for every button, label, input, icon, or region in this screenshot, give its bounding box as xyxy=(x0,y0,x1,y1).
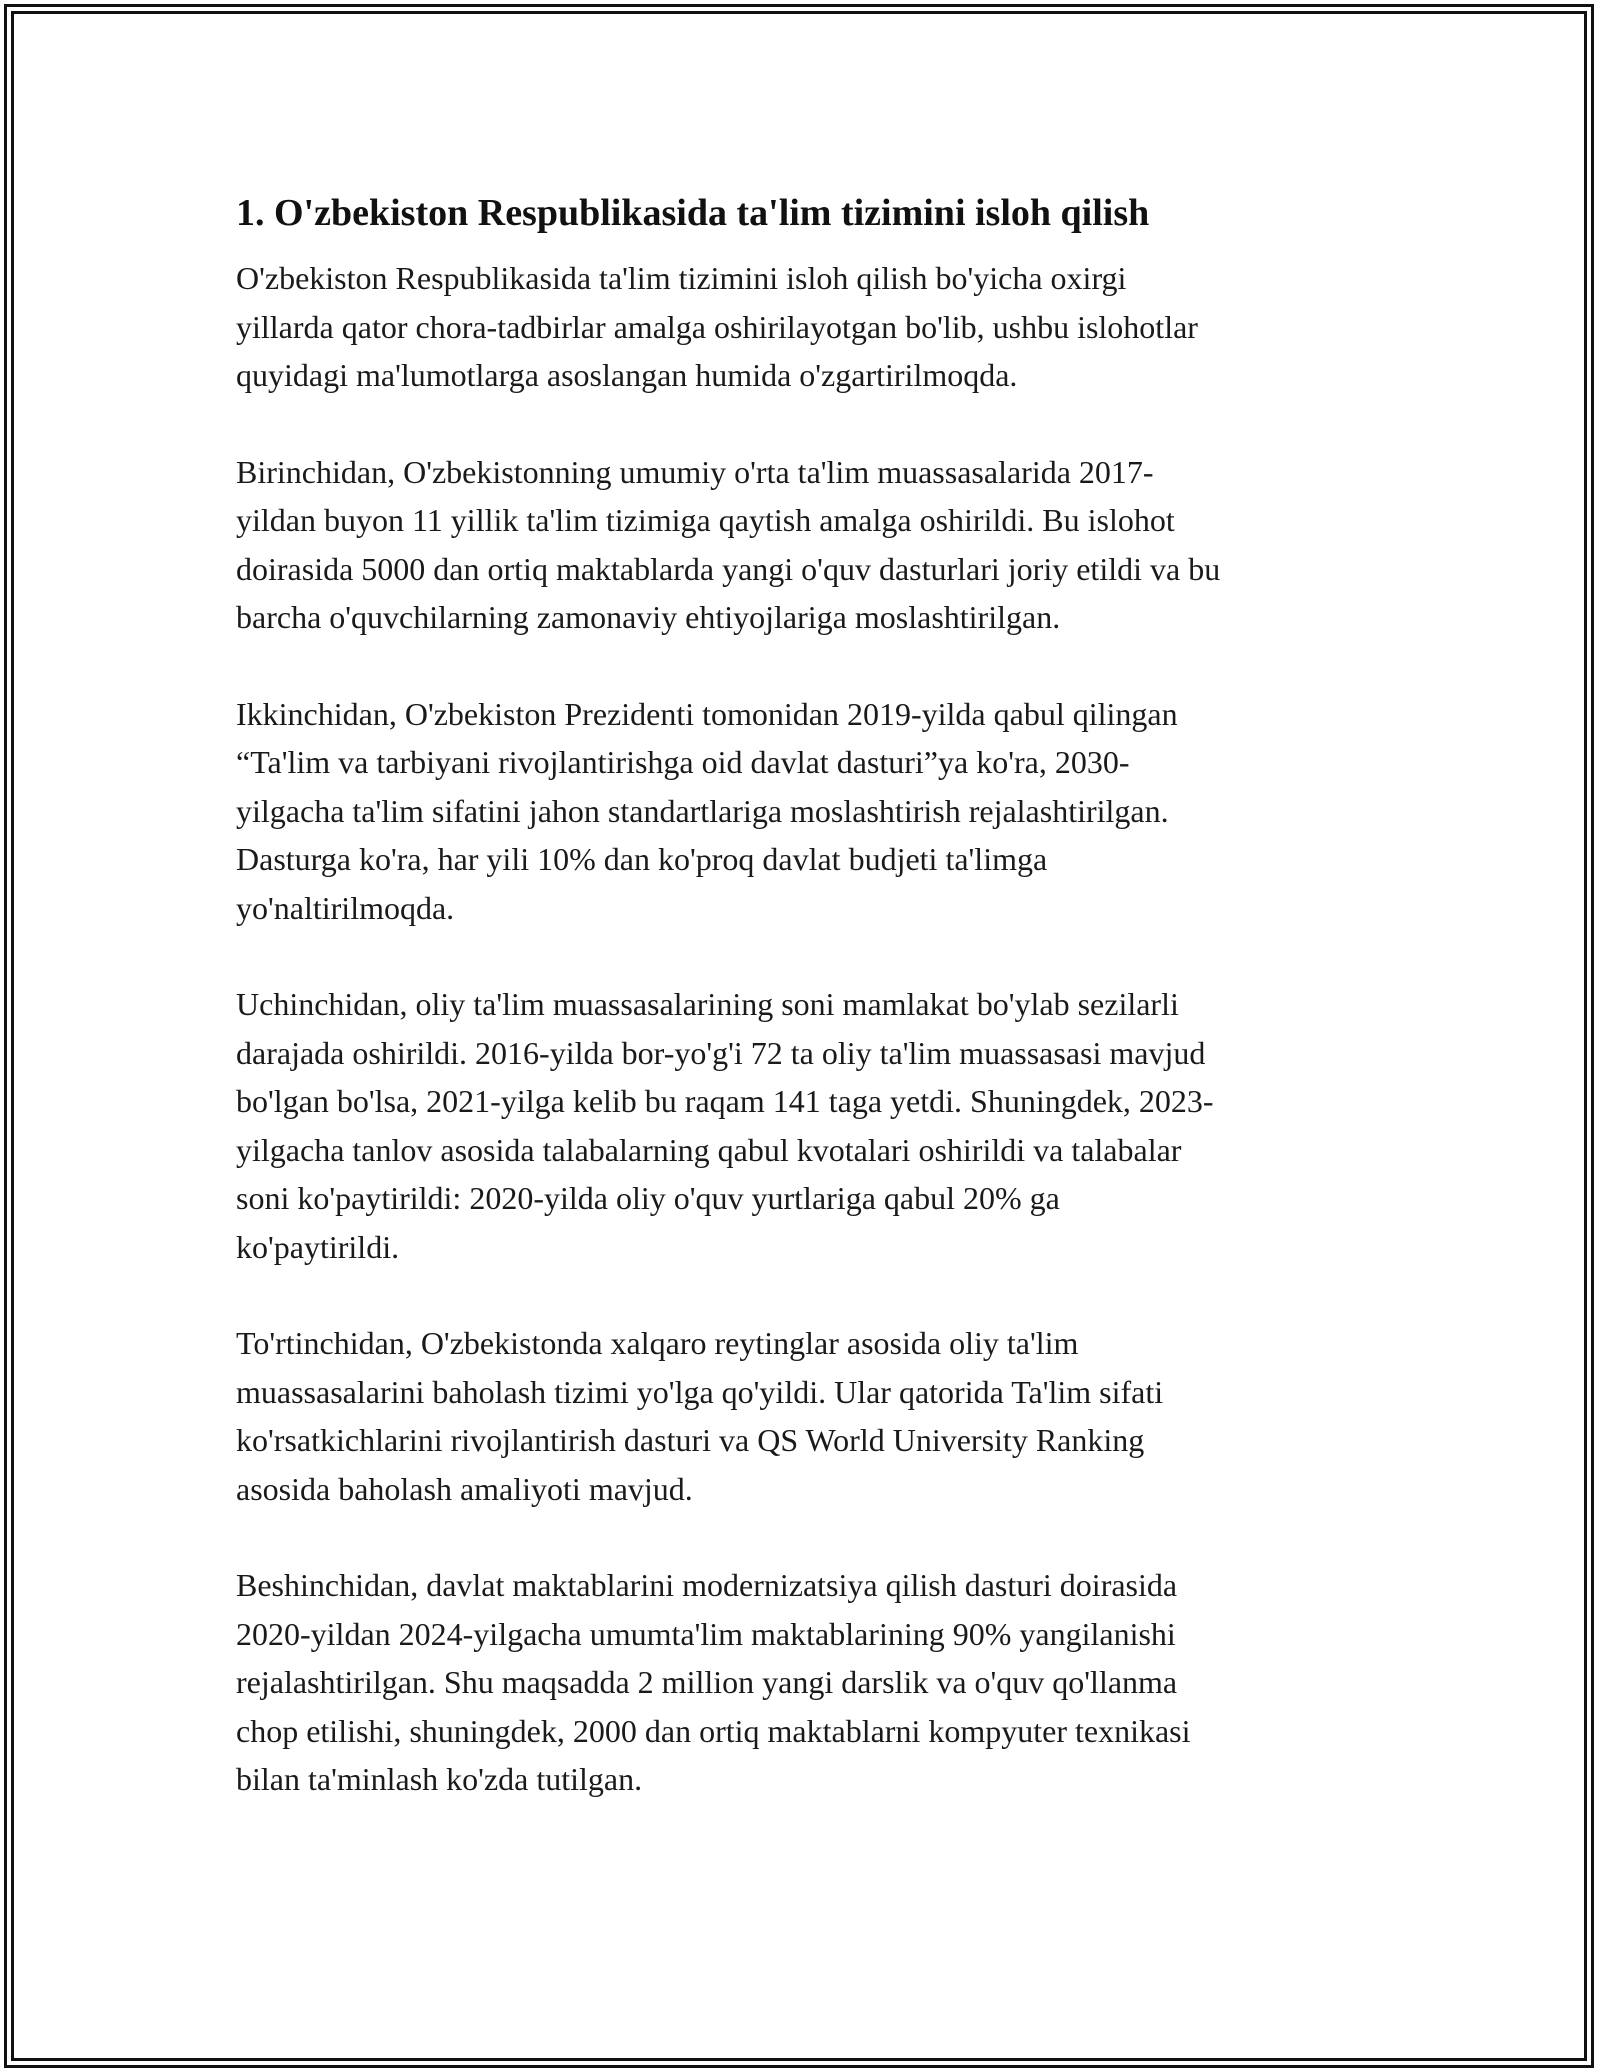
paragraph-intro xyxy=(236,254,1376,400)
text-line: bo'lgan bo'lsa, 2021-yilga kelib bu raqam 141 taga yetdi. Shuningdek, 2023- xyxy=(236,1083,1214,1119)
text-line: Ikkinchidan, O'zbekiston Prezidenti tomonidan 2019-yilda qabul qilingan xyxy=(236,695,1178,732)
text-line: O'zbekiston Respublikasida ta'lim tizimini isloh qilish bo'yicha oxirgi xyxy=(236,260,1127,296)
paragraph-fourth xyxy=(236,1319,1376,1513)
text-line: doirasida 5000 dan ortiq maktablarda yangi o'quv dasturlari joriy etildi va bu xyxy=(236,550,1221,587)
text-line: Uchinchidan, oliy ta'lim muassasalarining soni mamlakat bo'ylab sezilarli xyxy=(236,986,1179,1022)
text-line: yo'naltirilmoqda. xyxy=(236,889,455,926)
paragraph-third xyxy=(236,980,1376,1271)
text-line: ko'rsatkichlarini rivojlantirish dasturi va QS World University Ranking xyxy=(236,1422,1145,1458)
text-line: Dasturga ko'ra, har yili 10% dan ko'proq davlat budjeti ta'limga xyxy=(236,841,1048,877)
text-line: yildan buyon 11 yillik ta'lim tizimiga qaytish amalga oshirildi. Bu islohot xyxy=(236,502,1175,538)
text-line: yilgacha tanlov asosida talabalarning qabul kvotalari oshirildi va talabalar xyxy=(236,1131,1182,1168)
paragraph-fifth xyxy=(236,1561,1376,1804)
text-line: ko'paytirildi. xyxy=(236,1228,400,1265)
text-line: yillarda qator chora-tadbirlar amalga oshirilayotgan bo'lib, ushbu islohotlar xyxy=(236,308,1198,345)
paragraph-second xyxy=(236,690,1376,933)
text-line: darajada oshirildi. 2016-yilda bor-yo'g'i 72 ta oliy ta'lim muassasasi mavjud xyxy=(236,1034,1206,1071)
text-line: Birinchidan, O'zbekistonning umumiy o'rta ta'lim muassasalarida 2017- xyxy=(236,453,1154,490)
text-line: yilgacha ta'lim sifatini jahon standartlariga moslashtirish rejalashtirilgan. xyxy=(236,792,1169,829)
text-line: barcha o'quvchilarning zamonaviy ehtiyojlariga moslashtirilgan. xyxy=(236,599,1061,635)
text-line: muassasalarini baholash tizimi yo'lga qo'yildi. Ular qatorida Ta'lim sifati xyxy=(236,1373,1164,1410)
text-line: rejalashtirilgan. Shu maqsadda 2 million yangi darslik va o'quv qo'llanma xyxy=(236,1664,1178,1700)
document-body xyxy=(236,186,1376,1852)
text-line: quyidagi ma'lumotlarga asoslangan humida o'zgartirilmoqda. xyxy=(236,357,1018,393)
text-line: chop etilishi, shuningdek, 2000 dan ortiq maktablarni kompyuter texnikasi xyxy=(236,1712,1191,1749)
section-heading: 1. O'zbekiston Respublikasida ta'lim tizimini isloh qilish xyxy=(236,192,1150,234)
text-line: Beshinchidan, davlat maktablarini modernizatsiya qilish dasturi doirasida xyxy=(236,1567,1178,1603)
text-line: “Ta'lim va tarbiyani rivojlantirishga oid davlat dasturi”ya ko'ra, 2030- xyxy=(236,744,1130,780)
text-line: 2020-yildan 2024-yilgacha umumta'lim maktablarining 90% yangilanishi xyxy=(236,1615,1176,1652)
text-line: bilan ta'minlash ko'zda tutilgan. xyxy=(236,1761,643,1797)
text-line: To'rtinchidan, O'zbekistonda xalqaro reytinglar asosida oliy ta'lim xyxy=(236,1325,1079,1361)
text-line: soni ko'paytirildi: 2020-yilda oliy o'quv yurtlariga qabul 20% ga xyxy=(236,1180,1060,1216)
paragraph-first xyxy=(236,448,1376,642)
text-line: asosida baholash amaliyoti mavjud. xyxy=(236,1470,693,1507)
